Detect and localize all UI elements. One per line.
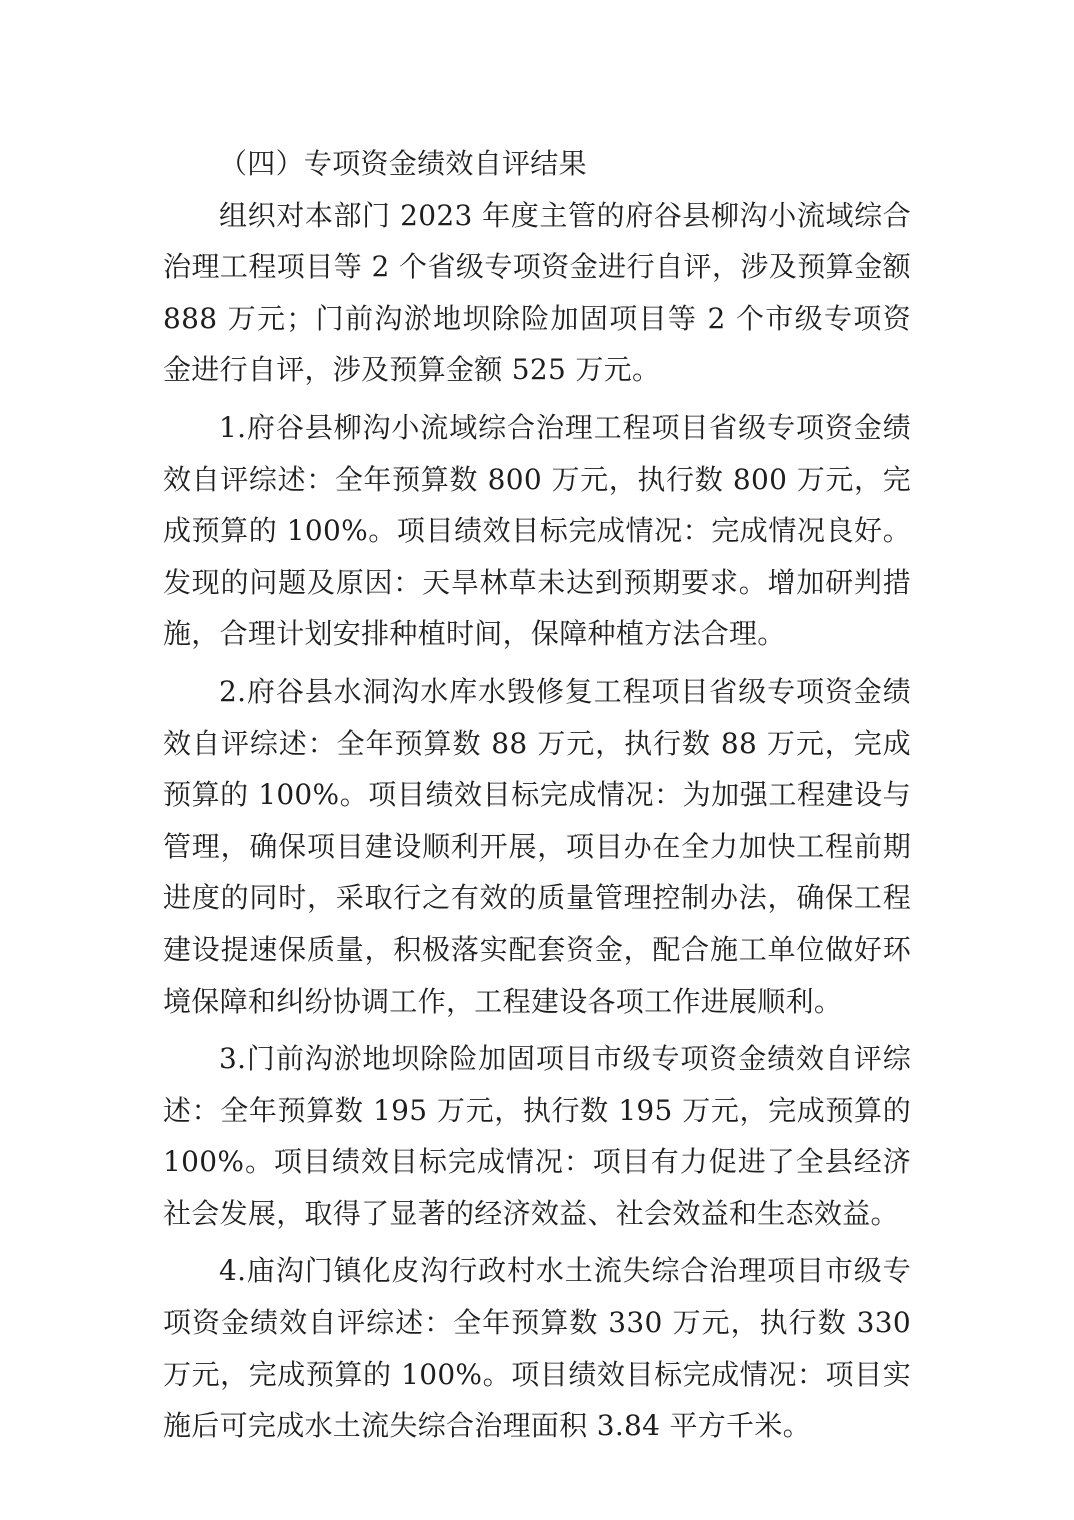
item-2-paragraph: 2.府谷县水洞沟水库水毁修复工程项目省级专项资金绩效自评综述：全年预算数 88 万元，执行数 88 万元，完成预算的 100%。项目绩效目标完成情况：为加强工程建设与管理，确保项目建设顺利开展，项目办在全力加快工程前期进度的同时，采取行之有效的质量管理控制办法，确保工程建设提速保质量，积极落实配套资金，配合施工单位做好环境保障和纠纷协调工作，工程建设各项工作进展顺利。	[163, 674, 911, 1018]
intro-paragraph: 组织对本部门 2023 年度主管的府谷县柳沟小流域综合治理工程项目等 2 个省级专项资金进行自评，涉及预算金额 888 万元；门前沟淤地坝除险加固项目等 2 个市级专项资金进行自评，涉及预算金额 525 万元。	[163, 198, 911, 387]
section-heading: （四）专项资金绩效自评结果	[219, 147, 587, 180]
item-3-paragraph: 3.门前沟淤地坝除险加固项目市级专项资金绩效自评综述：全年预算数 195 万元，执行数 195 万元，完成预算的100%。项目绩效目标完成情况：项目有力促进了全县经济社会发展，取得了显著的经济效益、社会效益和生态效益。	[163, 1042, 911, 1230]
document-body	[163, 138, 911, 1452]
item-4-paragraph: 4.庙沟门镇化皮沟行政村水土流失综合治理项目市级专项资金绩效自评综述：全年预算数 330 万元，执行数 330 万元，完成预算的 100%。项目绩效目标完成情况：项目实施后可完成水土流失综合治理面积 3.84 平方千米。	[163, 1254, 911, 1443]
item-1-paragraph: 1.府谷县柳沟小流域综合治理工程项目省级专项资金绩效自评综述：全年预算数 800 万元，执行数 800 万元，完成预算的 100%。项目绩效目标完成情况：完成情况良好。发现的问题及原因：天旱林草未达到预期要求。增加研判措施，合理计划安排种植时间，保障种植方法合理。	[163, 410, 911, 651]
